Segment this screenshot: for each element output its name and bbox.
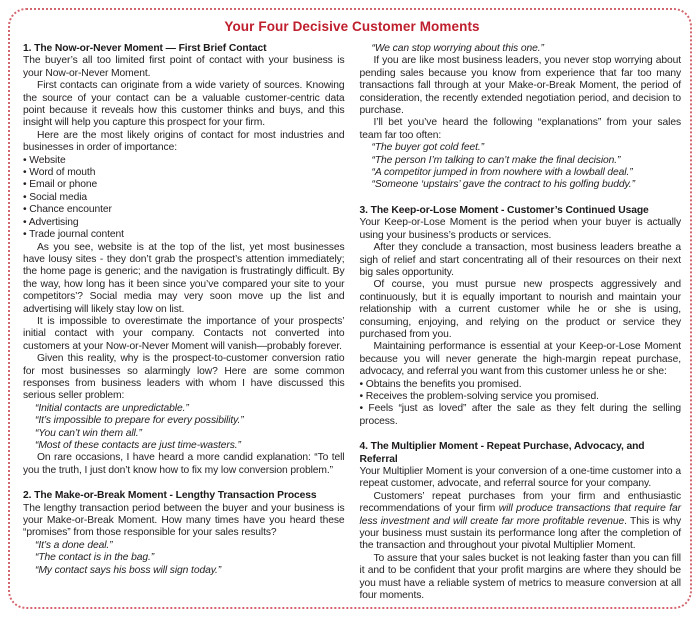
body-paragraph: I’ll bet you’ve heard the following “explanations” from your sales team far too often:	[359, 117, 681, 141]
page-title: Your Four Decisive Customer Moments	[224, 19, 480, 34]
bullet-icon: •	[359, 378, 366, 390]
quote-line: “A competitor jumped in from nowhere with a lowball deal.”	[371, 167, 633, 179]
quote-line: “Initial contacts are unpredictable.”	[35, 402, 189, 414]
body-paragraph: The lengthy transaction period between the buyer and your business is your Make-or-Break Moment. How many times have you heard these “promises” from those responsible for your sales results?	[23, 502, 345, 539]
bullet-item: • Website	[23, 154, 66, 166]
body-paragraph: Your Multiplier Moment is your conversion of a one-time customer into a repeat customer, advocate, and referral source for your company.	[359, 466, 681, 490]
body-paragraph: Your Keep-or-Lose Moment is the period when your buyer is actually using your business’s products or services.	[359, 217, 681, 241]
quote-line: “We can stop worrying about this one.”	[371, 43, 544, 54]
column-left	[23, 43, 345, 602]
body-paragraph: Maintaining performance is essential at your Keep-or-Lose Moment because you will never generate the high-margin repeat purchase, advocacy, and referral you want from this customer unless he or she:	[359, 341, 681, 378]
quote-line: “The contact is in the bag.”	[35, 552, 155, 564]
bullet-icon: •	[23, 216, 29, 228]
bullet-icon: •	[23, 204, 30, 216]
quote-line: “My contact says his boss will sign today.”	[35, 564, 222, 576]
two-column-layout	[23, 43, 681, 602]
bullet-icon: •	[23, 167, 30, 179]
section-heading: 4. The Multiplier Moment - Repeat Purchase, Advocacy, and Referral	[359, 441, 645, 465]
bullet-item: • Obtains the benefits you promised.	[359, 378, 522, 390]
bullet-icon: •	[359, 403, 369, 415]
quote-line: “Most of these contacts are just time-wasters.”	[35, 440, 241, 451]
body-paragraph	[360, 491, 682, 553]
text-run: Customers’ repeat purchases from your firm and enthusiastic recommendations of your firm	[359, 490, 681, 515]
body-paragraph: Of course, you must pursue new prospects aggressively and continuously, but it is equally important to nourish and maintain your relationship with a current customer while he or she is using, consuming, enjoying, and relying on the product or service they purchased from you.	[359, 279, 681, 340]
bullet-item: • Word of mouth	[23, 167, 96, 179]
quote-line: “The buyer got cold feet.”	[371, 142, 484, 154]
bullet-icon: •	[23, 191, 30, 203]
body-paragraph: First contacts can originate from a wide variety of sources. Knowing the source of your contact can be a valuable customer-centric data point because it reveals how this customer thinks and buys, and this insight will help you capture this prospect for your firm.	[23, 80, 345, 129]
section-heading: 2. The Make-or-Break Moment - Lengthy Transaction Process	[23, 490, 317, 502]
emphasis-text: will produce transactions that require far less investment and will create far more profitable revenue	[359, 503, 681, 527]
bullet-icon: •	[23, 229, 30, 241]
body-paragraph: The buyer’s all too limited first point of contact with your business is your Now-or-Never Moment.	[23, 55, 345, 79]
bullet-item: • Social media	[23, 191, 88, 203]
quote-line: “Someone ‘upstairs’ gave the contract to his golfing buddy.”	[371, 179, 635, 191]
bullet-item: • Trade journal content	[23, 229, 124, 241]
bullet-icon: •	[23, 154, 30, 166]
body-paragraph: It is impossible to overestimate the importance of your prospects’ initial contact with your company. Contacts not converted into customers at your Now-or-Never Moment will vanish—probably forever.	[23, 315, 345, 352]
bullet-item: • Chance encounter	[23, 204, 112, 216]
body-paragraph: If you are like most business leaders, you never stop worrying about pending sales because you know from experience that far too many transactions fall through at your Make-or-Break Moment, the period of consideration, the recently extended negotiation period, and decision to purchase.	[359, 55, 681, 117]
body-paragraph: After they conclude a transaction, most business leaders breathe a sigh of relief and start concentrating all of their resources on their next big sales opportunity.	[359, 242, 681, 278]
section-heading: 1. The Now-or-Never Moment — First Brief Contact	[23, 43, 267, 54]
body-paragraph: On rare occasions, I have heard a more candid explanation: “To tell you the truth, I just don’t know how to fix my low conversion problem.”	[23, 452, 345, 476]
quote-line: “You can’t win them all.”	[35, 427, 142, 439]
body-paragraph: Given this reality, why is the prospect-to-customer conversion ratio for most businesses so alarmingly low? Here are some common responses from business leaders with whom I have discussed this serious seller problem:	[23, 353, 345, 402]
quote-line: “It’s impossible to prepare for every possibility.”	[35, 415, 244, 427]
body-paragraph: To assure that your sales bucket is not leaking faster than you can fill it and to be confident that your profit margins are where they should be you must have a reliable system of metrics to measure conversion at all four moments.	[359, 552, 681, 602]
quote-line: “The person I’m talking to can’t make the final decision.”	[371, 154, 621, 166]
document-page	[8, 8, 692, 609]
body-paragraph: As you see, website is at the top of the list, yet most businesses have lousy sites - they don’t grab the prospect’s attention immediately; the home page is generic; and the navigation is frustratingly difficult. By the way, how long has it been since you’ve compared your site to your competitors’? Social media may very soon move up the list and advertising will likely stay low on list.	[23, 241, 345, 315]
bullet-icon: •	[23, 179, 30, 191]
quote-line: “It’s a done deal.”	[35, 539, 113, 551]
bullet-item: • Feels “just as loved” after the sale as they felt during the selling process.	[359, 403, 681, 427]
column-right	[360, 43, 682, 602]
text-run: . This is why your business must sustain its performance long after the completion of the transaction and throughout your pivotal Multiplier Moment.	[359, 515, 681, 552]
section-heading: 3. The Keep-or-Lose Moment - Customer’s Continued Usage	[359, 204, 649, 216]
bullet-item: • Receives the problem-solving service you promised.	[359, 390, 599, 402]
bullet-icon: •	[359, 390, 366, 402]
body-paragraph: Here are the most likely origins of contact for most industries and businesses in order of importance:	[23, 129, 345, 154]
bullet-item: • Email or phone	[23, 179, 98, 191]
bullet-item: • Advertising	[23, 216, 79, 228]
